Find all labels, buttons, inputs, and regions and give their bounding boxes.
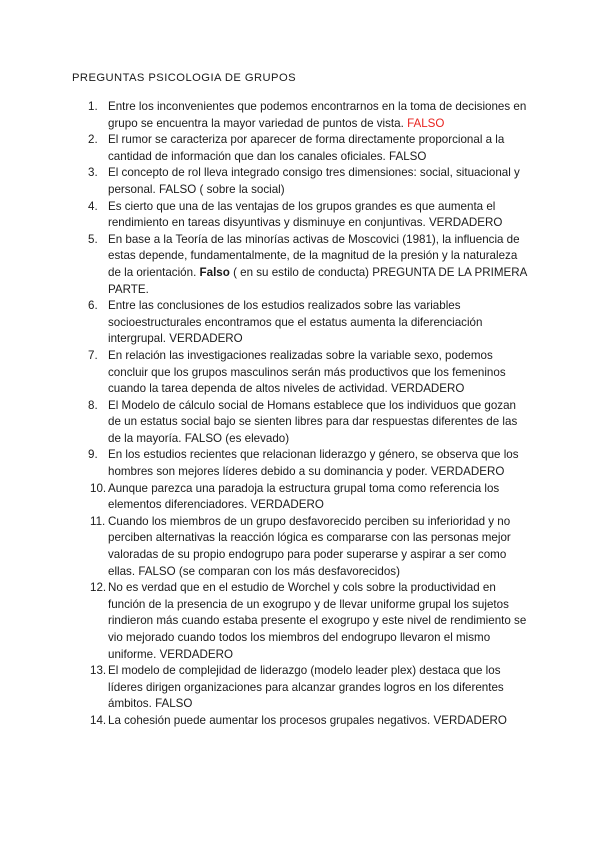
question-answer: VERDADERO [433,713,507,727]
question-text: El concepto de rol lleva integrado consigo tres dimensiones: social, situacional y personal. [108,166,520,196]
question-number: 1. [88,100,98,113]
question-number: 11. [90,514,106,528]
question-text: Entre los inconvenientes que podemos encontrarnos en la toma de decisiones en grupo se encuentra la mayor variedad de puntos de vista. [108,100,527,130]
question-body [108,481,528,514]
question-item-12 [0,580,528,663]
question-body [108,580,528,663]
question-number: 12. [90,581,107,595]
question-body [108,298,528,348]
question-number: 8. [88,398,98,412]
question-number: 9. [88,448,98,462]
question-item-3 [0,165,528,198]
question-text: En relación las investigaciones realizadas sobre la variable sexo, podemos concluir que los grupos masculinos serán más productivos que los femeninos cuando la tarea dependa de altos niveles de actividad. [108,348,506,396]
question-answer: FALSO [389,149,427,163]
question-body [108,713,528,730]
question-body [108,447,528,480]
question-number: 3. [88,166,98,180]
question-item-2 [0,132,528,165]
question-item-8 [0,398,528,448]
question-number: 14. [90,713,107,727]
question-text: El rumor se caracteriza por aparecer de forma directamente proporcional a la cantidad de información que dan los canales oficiales. [108,133,505,163]
question-number: 6. [88,299,98,313]
question-item-1 [0,99,528,132]
question-number: 10. [90,481,107,495]
question-body [108,99,528,132]
question-answer: FALSO (se comparan con los más desfavorecidos) [138,564,400,578]
question-body [108,199,528,232]
question-number: 2. [88,133,98,147]
question-answer: FALSO ( sobre la social) [158,182,285,196]
question-answer: VERDADERO [169,332,243,346]
question-text: El modelo de complejidad de liderazgo (modelo leader plex) destaca que los líderes dirigen organizaciones para alcanzar grandes logros en los diferentes ámbitos. [108,664,504,711]
question-text: El Modelo de cálculo social de Homans establece que los individuos que gozan de un estatus social bajo se sienten libres para dar respuestas diferentes de las de la mayoría. [108,398,518,445]
question-answer: VERDADERO [430,465,505,479]
question-item-5 [0,232,528,298]
question-text: Cuando los miembros de un grupo desfavorecido perciben su inferioridad y no perciben alternativas la reacción lógica es compararse con las personas mejor valoradas de su propio endogrupo para poder superarse y aspirar a ser como ellas. [108,514,511,578]
question-answer: VERDADERO [250,498,324,512]
question-answer: VERDADERO [390,382,465,396]
question-item-14 [0,713,528,730]
question-item-7 [0,348,528,398]
question-body [108,232,528,298]
document-title: PREGUNTAS PSICOLOGIA DE GRUPOS [72,72,297,84]
question-item-9 [0,447,528,480]
question-body [108,514,528,580]
question-text: En base a la Teoría de las minorías activas de Moscovici (1981), la influencia de estas depende, fundamentalmente, de la magnitud de la presión y la naturaleza de la orientación. [108,232,520,279]
question-item-10 [0,481,528,514]
question-answer-bold: Falso [199,265,230,279]
question-answer: ( en su estilo de conducta) PREGUNTA DE LA PRIMERA PARTE. [108,265,527,296]
question-body [108,663,528,713]
question-number: 4. [88,199,98,213]
question-body [108,165,528,198]
question-text: En los estudios recientes que relacionan liderazgo y género, se observa que los hombres son mejores líderes debido a su dominancia y poder. [108,448,519,479]
question-body [108,132,528,165]
question-number: 5. [88,232,98,246]
question-item-4 [0,199,528,232]
question-number: 7. [88,348,98,362]
question-text: La cohesión puede aumentar los procesos grupales negativos. [108,713,431,727]
question-answer: FALSO [155,697,193,711]
question-answer: VERDADERO [159,647,234,661]
question-item-13 [0,663,528,713]
question-text: No es verdad que en el estudio de Worchel y cols sobre la productividad en función de la presencia de un exogrupo y de llevar uniforme grupal los sujetos rindieron más cuando estaba presente el exogrupo y este nivel de rendimiento se vio mejorado cuando todos los miembros del endogrupo llevaron el mismo uniforme. [108,581,527,661]
question-number: 13. [90,664,107,678]
question-answer: FALSO (es elevado) [184,431,290,445]
question-text: Aunque parezca una paradoja la estructura grupal toma como referencia los elementos diferenciadores. [108,481,500,512]
question-body [108,348,528,398]
question-item-6 [0,298,528,348]
question-list [0,99,600,730]
question-text: Entre las conclusiones de los estudios realizados sobre las variables socioestructurales encontramos que el estatus aumenta la diferenciación intergrupal. [108,299,483,346]
question-item-11 [0,514,528,580]
question-answer: FALSO [407,116,445,130]
question-answer: VERDADERO [428,216,503,230]
question-text: Es cierto que una de las ventajas de los grupos grandes es que aumenta el rendimiento en tareas disyuntivas y disminuye en conjuntivas. [108,199,496,230]
question-body [108,398,528,448]
